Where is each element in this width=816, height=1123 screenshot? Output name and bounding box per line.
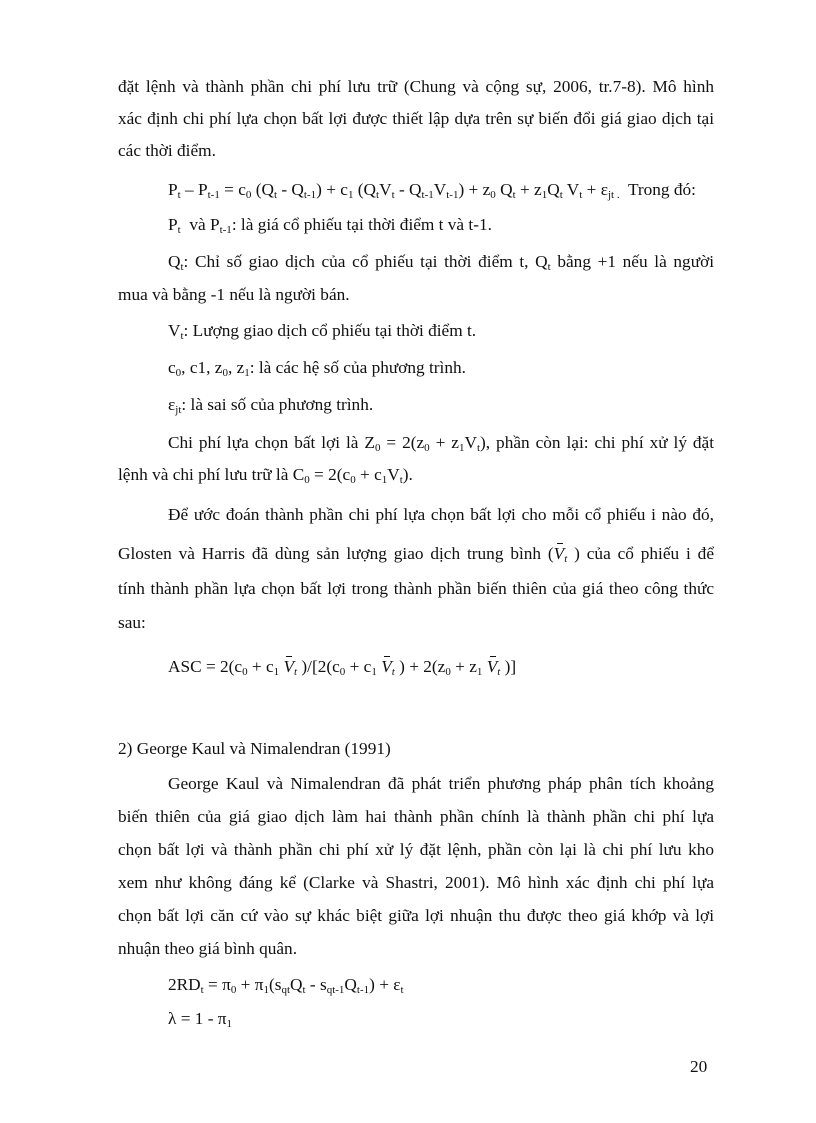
price-change-equation: $P_t - P_{t-1} = c_0$ $(Q_t - Q_{t-1}) + c_1$ $(Q_tV_t - Q_{t-1}V_{t-1}) + z_0$ $Q_t + z_1Q_t$ $V_t + \varepsilon_{jt .}$ Trong đó:	[168, 180, 696, 201]
section-heading: 2) George Kaul và Nimalendran (1991)	[118, 739, 391, 758]
paragraph-line: tính thành phần lựa chọn bất lợi trong thành phần biến thiên của giá theo công thức	[118, 579, 714, 598]
return-difference-equation: $2RD_t = \pi_0 + \pi_1(s_{qt}Q_t - s_{qt-1}Q_{t-1}) + \varepsilon_t$	[168, 975, 404, 996]
definition-epsilon: $\varepsilon_{jt}$: là sai số của phương trình.	[168, 395, 374, 416]
definition-coefficients: $c_0$, c1, $z_0$, $z_1$: là các hệ số của phương trình.	[168, 358, 466, 379]
paragraph-line: các thời điểm.	[118, 141, 216, 160]
paragraph-line: nhuận theo giá bình quân.	[118, 939, 298, 958]
definition-v: $V_t$: Lượng giao dịch cổ phiếu tại thời điểm t.	[168, 321, 477, 342]
page-number: 20	[690, 1057, 708, 1076]
paragraph-line: Chi phí lựa chọn bất lợi là $Z_0 = 2(z_0 + z_1V_t)$, phần còn lại: chi phí xử lý đặt	[168, 433, 715, 454]
paragraph-line: lệnh và chi phí lưu trữ là $C_0 = 2(c_0 + c_1V_t)$.	[118, 465, 413, 486]
paragraph-line: Glosten và Harris đã dùng sản lượng giao dịch trung bình ($V_t$ ) của cổ phiếu i để	[118, 544, 714, 565]
asc-formula: ASC = $2(c_0 + c_1$ $V_t$ )$/[2(c_0 + c_1$ $V_t$ ) + $2(z_0 + z_1$ $V_t$ )]	[168, 657, 517, 678]
paragraph-line: sau:	[118, 613, 146, 632]
paragraph-line: xác định chi phí lựa chọn bất lợi được thiết lập dựa trên sự biến đổi giá giao dịch tại	[118, 109, 714, 128]
lambda-equation: $\lambda = 1 - \pi_1$	[168, 1009, 233, 1030]
paragraph-line: Để ước đoán thành phần chi phí lựa chọn bất lợi cho mỗi cổ phiếu i nào đó,	[168, 505, 714, 524]
paragraph-line: George Kaul và Nimalendran đã phát triển phương pháp phân tích khoảng	[168, 774, 714, 793]
paragraph-line: xem như không đáng kể (Clarke và Shastri, 2001). Mô hình xác định chi phí lựa	[118, 873, 714, 892]
paragraph-line: đặt lệnh và thành phần chi phí lưu trữ (Chung và cộng sự, 2006, tr.7-8). Mô hình	[118, 77, 714, 96]
paragraph-line: biến thiên của giá giao dịch làm hai thành phần chính là thành phần chi phí lựa	[118, 807, 714, 826]
definition-p: $P_t$ và $P_{t-1}$: là giá cổ phiếu tại thời điểm t và t-1.	[168, 215, 492, 236]
equation-lead-text: Trong đó:	[627, 180, 696, 199]
paragraph-line: chọn bất lợi căn cứ vào sự khác biệt giữa lợi nhuận thu được theo giá khớp và lợi	[118, 906, 714, 925]
definition-q-cont: mua và bằng -1 nếu là người bán.	[118, 285, 350, 304]
paragraph-line: chọn bất lợi và thành phần chi phí xử lý đặt lệnh, phần còn lại là chi phí lưu kho	[118, 840, 714, 859]
definition-q: $Q_t$: Chỉ số giao dịch của cổ phiếu tại thời điểm t, $Q_t$ bằng +1 nếu là người	[168, 252, 715, 273]
